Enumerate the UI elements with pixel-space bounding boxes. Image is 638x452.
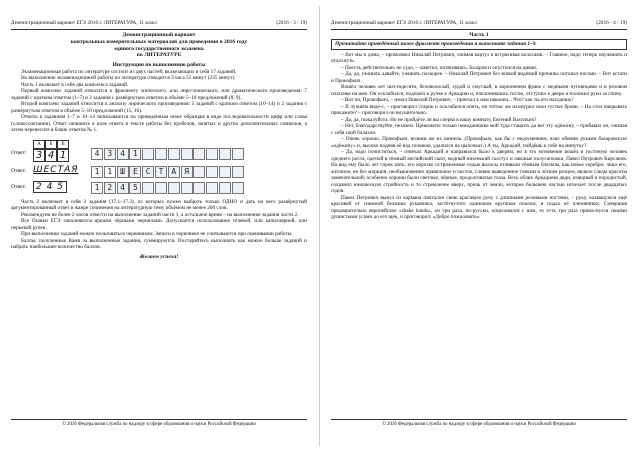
answer-form-cells	[91, 166, 245, 178]
form-cell: А	[168, 166, 180, 178]
paragraph: – Поесть действительно не худо, – заметил, потягиваясь, Базаров и опустился на диван.	[341, 64, 538, 71]
answer-examples	[11, 137, 307, 195]
paragraph: – Да, да, ужинать давайте, ужинать поскорее. – Николай Петрович без всякой видимой причины потопал ногами. – Вот кстати и Прокофьич.	[331, 71, 627, 84]
doc-title-line: Демонстрационный вариант	[122, 32, 196, 38]
paragraph: Все бланки ЕГЭ заполняются яркими чёрными чернилами. Допускается использование гелевой, или капиллярной, или перьевой ручек.	[11, 218, 307, 231]
answer-example-2	[11, 165, 307, 179]
header-page-number: (2016 - 3 / 19)	[276, 20, 307, 26]
paragraph: – Вот мы и дома, – промолвил Николай Петрович, снимая картуз и встряхивая волосами. – Главное, надо теперь поужинать и отдохнуть.	[331, 51, 627, 65]
page-body	[11, 32, 307, 416]
form-cell: Е	[129, 166, 141, 178]
page-header	[11, 18, 307, 30]
closing-wish: Желаем успеха!	[139, 253, 179, 260]
page-body	[331, 32, 627, 416]
form-cell: 1	[104, 166, 116, 178]
page-divider	[319, 6, 320, 446]
page-footer: © 2016 Федеральная служба по надзору в сфере образования и науки Российской Федерации	[11, 419, 307, 428]
form-cell: 3	[104, 148, 116, 160]
paragraph: Часть 2 включает в себя 3 задания (17.1–17.3), из которых нужно выбрать только ОДНО и дать на него развёрнутый аргументированный ответ в жанре сочинения на литературную тему объёмом не менее 200 слов.	[11, 198, 307, 212]
paragraph: Ответы к заданиям 1–7 и 10–14 записываются по приведённым ниже образцам в виде последовательности цифр или слова (словосочетания). Ответ запишите в поле ответа в тексте работы без пробелов, запятых и других дополнительных символов, а затем перенесите в бланк ответов № 1.	[11, 114, 307, 134]
form-cell: 1	[129, 148, 141, 160]
form-cell: Ш	[117, 166, 129, 178]
form-cell: Т	[155, 166, 167, 178]
page-header	[331, 18, 627, 30]
abv-header: В	[57, 140, 69, 149]
paragraph: Второй комплекс заданий относится к анализу лирического произведения: 5 заданий с кратким ответом (10–14) и 2 задания с развёрнутым ответом в объёме 5–10 предложений (15, 16).	[11, 101, 307, 114]
header-title: Демонстрационный вариант ЕГЭ 2016 г. ЛИТЕРАТУРА, 11 класс	[331, 20, 478, 26]
answer-label: Ответ:	[11, 167, 27, 174]
page-footer: © 2016 Федеральная служба по надзору в сфере образования и науки Российской Федерации	[331, 419, 627, 428]
paragraph: Рекомендуем не более 2 часов отвести на выполнение заданий части 1, а остальное время – на выполнение задания части 2.	[21, 211, 299, 218]
paragraph: Павел Петрович вынул из кармана панталон свою красивую руку с длинными розовыми ногтями, – руку, казавшуюся ещё красивей от снежной белизны рукавчика, застёгнутого одиноким крупным опалом, и подал её племяннику. Совершив предварительно европейское «shake hands», он три раза, по-русски, поцеловался с ним, то есть три раза прикоснулся своими душистыми усами до его щёк, и проговорил: «Добро пожаловать».	[331, 194, 627, 221]
paragraph: – Да, да, пожалуйста. Но не пройдёте ли вы сперва в вашу комнату, Евгений Васильич?	[341, 116, 537, 123]
part-title: Часть 1	[469, 32, 489, 38]
paragraph: – Вот он, Прокофьич, – начал Николай Петрович, – приехал к нам наконец... Что? как ты его находишь?	[341, 97, 574, 104]
paragraph: На выполнение экзаменационной работы по литературе отводится 3 часа 55 минут (235 минут).	[21, 75, 236, 82]
form-cell: 2	[104, 182, 116, 194]
handwritten-answer: 2 4 5	[33, 181, 67, 193]
abv-table	[33, 140, 69, 162]
page-right	[331, 18, 627, 428]
doc-title-line: по ЛИТЕРАТУРЕ	[136, 52, 182, 59]
paragraph: – Очень хорошо. Прокофьич, возьми же их шинель. (Прокофьич, как бы с недоумением, взял обеими руками базаровскую «одёжину» и, высоко подняв её над головою, удалился на цыпочках.) А ты, Аркадий, пойдёшь к себе на минутку?	[331, 136, 627, 149]
instructions-title: Инструкция по выполнению работы	[112, 62, 206, 69]
answer-label: Ответ:	[11, 149, 27, 156]
answer-form-cells	[91, 182, 245, 194]
task-instruction-box: Прочитайте приведённый ниже фрагмент произведения и выполните задания 1–9.	[331, 39, 627, 50]
doc-title-line: контрольных измерительных материалов для проведения в 2016 году	[70, 38, 248, 45]
paragraph: Первый комплекс заданий относится к фрагменту эпического, или лиро-эпического, или драматического произведения: 7 заданий с кратким ответом (1–7) и 2 задания с развёрнутым ответом в объёме 5–10 предложений (8, 9).	[11, 88, 307, 101]
paragraph: Часть 1 включает в себя два комплекса заданий.	[21, 81, 129, 88]
form-cell: 4	[91, 148, 103, 160]
answer-label: Ответ:	[11, 183, 27, 190]
paragraph: Баллы, полученные Вами за выполненные задания, суммируются. Постарайтесь выполнить как можно больше заданий и набрать наибольшее количество баллов.	[11, 237, 307, 251]
abv-value: 3	[33, 149, 45, 162]
abv-header: А	[33, 140, 45, 149]
page-left	[11, 18, 307, 428]
answer-form-cells	[91, 148, 245, 160]
form-cell: 1	[91, 166, 103, 178]
form-cell: Я	[181, 166, 193, 178]
header-title: Демонстрационный вариант ЕГЭ 2016 г. ЛИТЕРАТУРА, 11 класс	[11, 20, 158, 26]
abv-header: Б	[45, 140, 57, 149]
paragraph: Экзаменационная работа по литературе состоит из двух частей, включающих в себя 17 заданий.	[21, 68, 237, 75]
answer-example-3	[11, 181, 307, 195]
paragraph: При выполнении заданий можно пользоваться черновиком. Записи в черновике не учитываются при оценивании работы.	[21, 231, 293, 238]
paragraph: – Да, надо почиститься, – отвечал Аркадий и направился было к дверям; но в это мгновение вошёл в гостиную человек среднего роста, одетый в тёмный английский сьют, модный низенький галстух и лаковые полусапожки, Павел Петрович Кирсанов. На вид ему было лет сорок пять: его коротко остриженные седые волосы отливали тёмным блеском, как новое серебро; лицо его, жёлчное, но без морщин, необыкновенно правильное и чистое, словно выведенное тонким и лёгким резцом, являло следы красоты замечательной; особенно хороши были светлые, чёрные, продолговатые глаза. Весь облик Аркадиева дяди, изящный и породистый, сохранил юношескую стройность и то стремление вверх, прочь от земли, которое большею частью исчезает после двадцатых годов.	[331, 149, 627, 195]
paragraph: – Нет, благодарствуйте, незачем. Прикажите только чемоданишко мой туда стащить да вот эту одёжину, – прибавил он, снимая с себя свой балахон.	[331, 123, 627, 136]
form-cell: 1	[91, 182, 103, 194]
form-cell: 5	[129, 182, 141, 194]
handwritten-answer: ШЕСТАЯ	[33, 164, 79, 175]
paragraph: Вошёл человек лет шестидесяти, беловолосый, худой и смуглый, в коричневом фраке с медными пуговицами и в розовом платочке на шее. Он осклабился, подошёл к ручке к Аркадию и, поклонившись гостю, отступил к двери и положил руки за спину.	[331, 84, 627, 97]
form-cell: 4	[117, 182, 129, 194]
header-page-number: (2016 - 4 / 19)	[596, 20, 627, 26]
form-cell: С	[142, 166, 154, 178]
form-cell: 4	[117, 148, 129, 160]
abv-value: 4	[45, 149, 57, 162]
paragraph: – В лучшем виде-с, – проговорил старик и осклабился опять, но тотчас же нахмурил свои густые брови. – На стол накрывать прикажете? – проговорил он внушительно.	[331, 103, 627, 117]
doc-title-line: единого государственного экзамена	[114, 45, 204, 52]
answer-example-1	[11, 141, 307, 161]
abv-value: 1	[57, 149, 69, 162]
